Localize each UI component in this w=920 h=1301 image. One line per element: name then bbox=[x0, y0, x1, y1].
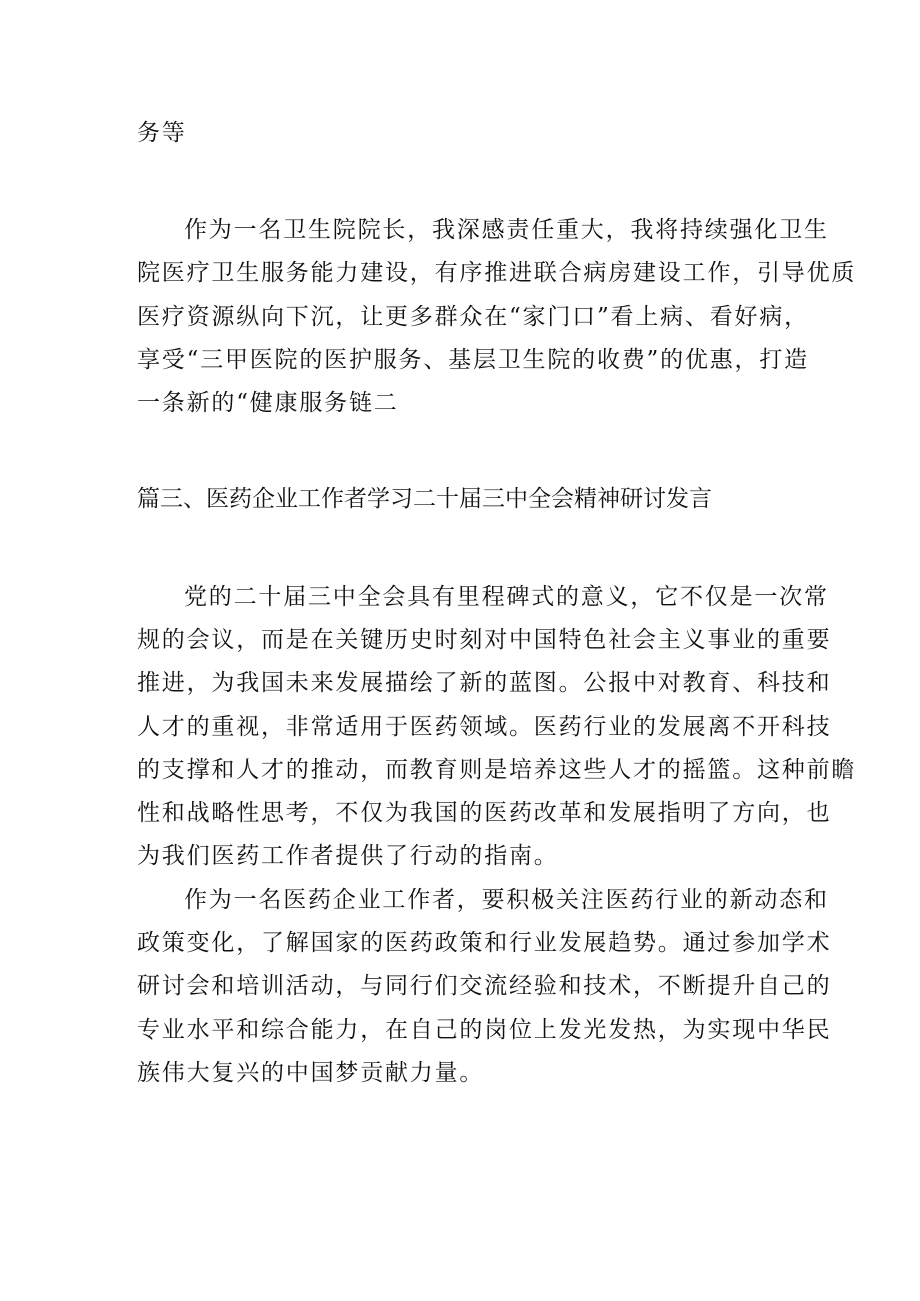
paragraph-line: 作为一名卫生院院长，我深感责任重大，我将持续强化卫生 bbox=[184, 217, 829, 243]
paragraph-line: 作为一名医药企业工作者，要积极关注医药行业的新动态和 bbox=[184, 887, 829, 913]
paragraph-line: 一条新的“健康服务链二 bbox=[137, 390, 399, 416]
paragraph-line: 推进，为我国未来发展描绘了新的蓝图。公报中对教育、科技和 bbox=[137, 670, 832, 696]
paragraph-line: 规的会议，而是在关键历史时刻对中国特色社会主义事业的重要 bbox=[137, 627, 832, 653]
continuation-text: 务等 bbox=[137, 120, 187, 146]
paragraph-line: 政策变化，了解国家的医药政策和行业发展趋势。通过参加学术 bbox=[137, 930, 832, 956]
section-heading: 篇三、医药企业工作者学习二十届三中全会精神研讨发言 bbox=[137, 486, 712, 512]
paragraph-line: 研讨会和培训活动，与同行们交流经验和技术，不断提升自己的 bbox=[137, 973, 832, 999]
paragraph-line: 党的二十届三中全会具有里程碑式的意义，它不仅是一次常 bbox=[184, 584, 829, 610]
paragraph-line: 性和战略性思考，不仅为我国的医药改革和发展指明了方向，也 bbox=[137, 800, 832, 826]
paragraph-line: 为我们医药工作者提供了行动的指南。 bbox=[137, 843, 559, 869]
paragraph-line: 族伟大复兴的中国梦贡献力量。 bbox=[137, 1060, 485, 1086]
paragraph-line: 享受“三甲医院的医护服务、基层卫生院的收费”的优惠，打造 bbox=[137, 347, 809, 373]
paragraph-line: 的支撑和人才的推动，而教育则是培养这些人才的摇篮。这种前瞻 bbox=[137, 757, 857, 783]
paragraph-line: 人才的重视，非常适用于医药领域。医药行业的发展离不开科技 bbox=[137, 714, 832, 740]
paragraph-line: 专业水平和综合能力，在自己的岗位上发光发热，为实现中华民 bbox=[137, 1017, 832, 1043]
paragraph-line: 医疗资源纵向下沉，让更多群众在“家门口”看上病、看好病， bbox=[137, 304, 809, 330]
paragraph-line: 院医疗卫生服务能力建设，有序推进联合病房建设工作，引导优质 bbox=[137, 260, 857, 286]
